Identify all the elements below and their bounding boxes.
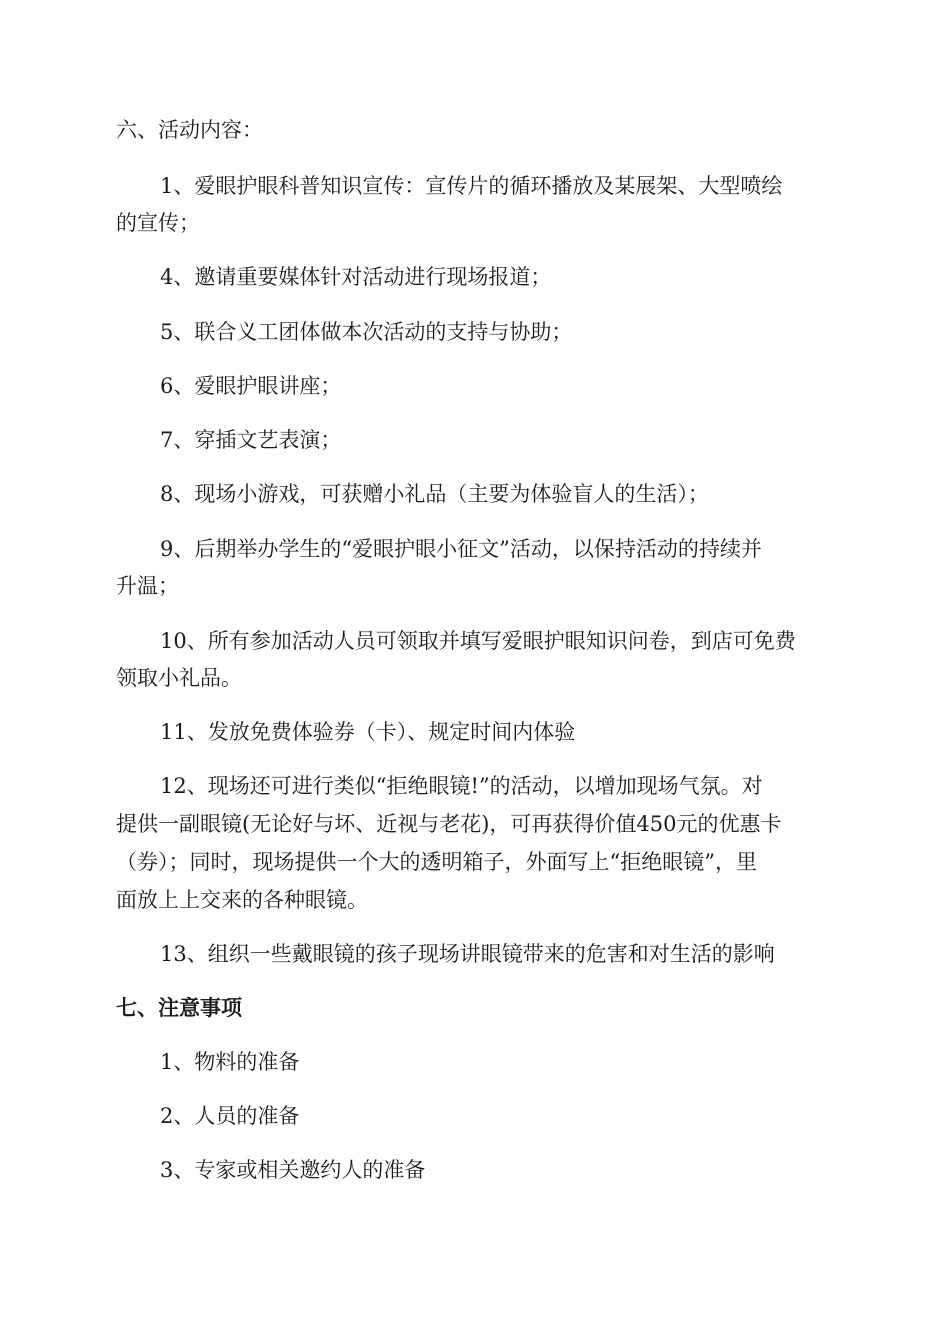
item-12-line-2: 提供一副眼镜(无论好与坏、近视与老花)，可再获得价值450元的优惠卡 — [116, 812, 782, 836]
item-9-line-1: 9、后期举办学生的“爱眼护眼小征文”活动，以保持活动的持续并 — [160, 537, 762, 561]
item-11: 11、发放免费体验券（卡）、规定时间内体验 — [160, 720, 576, 744]
item-12-line-3: （券）；同时，现场提供一个大的透明箱子，外面写上“拒绝眼镜”，里 — [116, 850, 757, 874]
item-12-line-1: 12、现场还可进行类似“拒绝眼镜!”的活动，以增加现场气氛。对 — [160, 774, 763, 798]
item-6: 6、爱眼护眼讲座； — [160, 374, 342, 398]
item-5: 5、联合义工团体做本次活动的支持与协助； — [160, 320, 573, 344]
item-1-line-1: 1、爱眼护眼科普知识宣传：宣传片的循环播放及某展架、大型喷绘 — [160, 174, 783, 198]
note-3: 3、专家或相关邀约人的准备 — [160, 1158, 426, 1182]
item-9-line-2: 升温； — [116, 574, 179, 598]
item-13: 13、组织一些戴眼镜的孩子现场讲眼镜带来的危害和对生活的影响 — [160, 942, 775, 966]
item-12-line-4: 面放上上交来的各种眼镜。 — [116, 888, 368, 912]
item-7: 7、穿插文艺表演； — [160, 428, 342, 452]
item-8: 8、现场小游戏，可获赠小礼品（主要为体验盲人的生活）； — [160, 482, 709, 506]
item-1-line-2: 的宣传； — [116, 211, 200, 235]
item-4: 4、邀请重要媒体针对活动进行现场报道； — [160, 265, 552, 289]
section-7-title: 七、注意事项 — [116, 995, 242, 1020]
note-1: 1、物料的准备 — [160, 1050, 300, 1074]
item-10-line-1: 10、所有参加活动人员可领取并填写爱眼护眼知识问卷，到店可免费 — [160, 629, 796, 653]
section-6-title: 六、活动内容： — [116, 118, 263, 142]
note-2: 2、人员的准备 — [160, 1104, 300, 1128]
item-10-line-2: 领取小礼品。 — [116, 666, 242, 690]
